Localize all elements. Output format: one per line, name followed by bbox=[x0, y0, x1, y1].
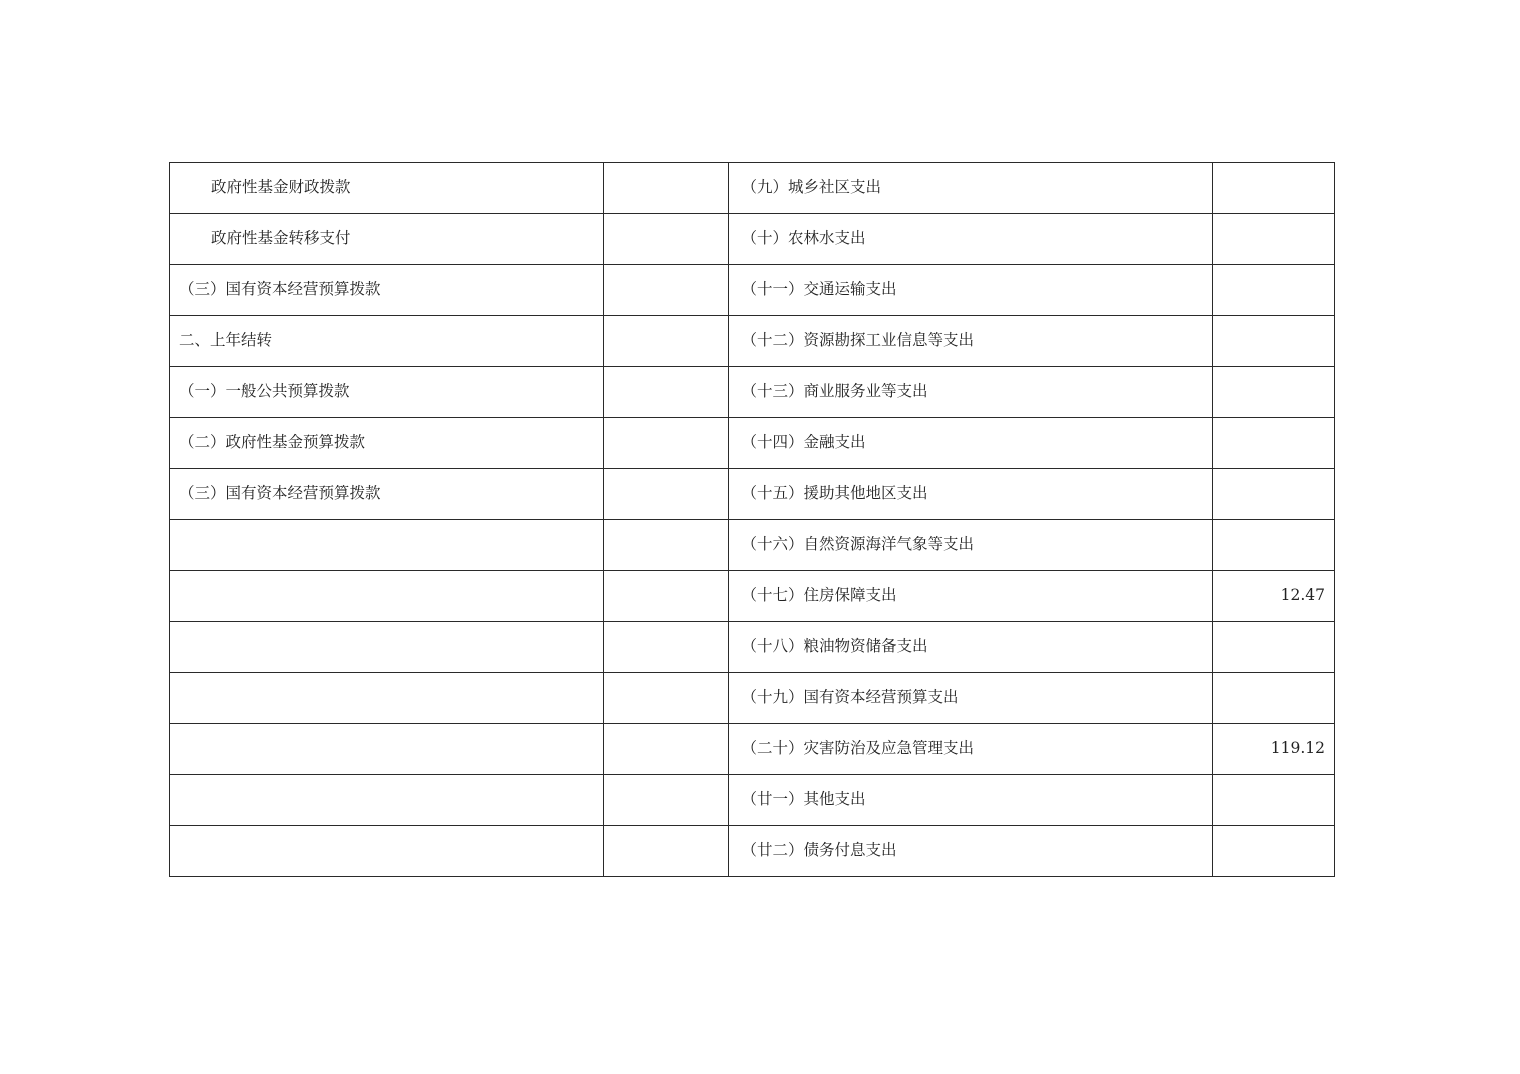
income-item-amount bbox=[604, 163, 729, 214]
expenditure-item-label: （二十）灾害防治及应急管理支出 bbox=[729, 724, 1212, 775]
income-item-label: 政府性基金转移支付 bbox=[170, 214, 604, 265]
expenditure-item-amount: 119.12 bbox=[1212, 724, 1334, 775]
table-row bbox=[170, 214, 1335, 265]
expenditure-item-amount bbox=[1212, 826, 1334, 877]
expenditure-item-amount bbox=[1212, 367, 1334, 418]
income-item-amount bbox=[604, 520, 729, 571]
income-item-amount bbox=[604, 367, 729, 418]
income-item-label: 二、上年结转 bbox=[170, 316, 604, 367]
expenditure-item-label: （十一）交通运输支出 bbox=[729, 265, 1212, 316]
expenditure-item-label: （十八）粮油物资储备支出 bbox=[729, 622, 1212, 673]
income-item-label bbox=[170, 673, 604, 724]
table-row bbox=[170, 724, 1335, 775]
income-item-label: （三）国有资本经营预算拨款 bbox=[170, 469, 604, 520]
table-row bbox=[170, 469, 1335, 520]
income-item-amount bbox=[604, 469, 729, 520]
expenditure-item-amount bbox=[1212, 520, 1334, 571]
table-row bbox=[170, 673, 1335, 724]
table-row bbox=[170, 775, 1335, 826]
expenditure-item-label: （十七）住房保障支出 bbox=[729, 571, 1212, 622]
expenditure-item-label: （十三）商业服务业等支出 bbox=[729, 367, 1212, 418]
income-item-label: （一）一般公共预算拨款 bbox=[170, 367, 604, 418]
expenditure-item-amount bbox=[1212, 418, 1334, 469]
income-item-amount bbox=[604, 418, 729, 469]
expenditure-item-amount bbox=[1212, 673, 1334, 724]
expenditure-item-amount bbox=[1212, 775, 1334, 826]
budget-table bbox=[169, 162, 1335, 877]
income-item-label: 政府性基金财政拨款 bbox=[170, 163, 604, 214]
expenditure-item-label: （十六）自然资源海洋气象等支出 bbox=[729, 520, 1212, 571]
income-item-amount bbox=[604, 622, 729, 673]
table-row bbox=[170, 316, 1335, 367]
income-item-amount bbox=[604, 775, 729, 826]
table-row bbox=[170, 622, 1335, 673]
income-item-label bbox=[170, 520, 604, 571]
expenditure-item-amount bbox=[1212, 214, 1334, 265]
expenditure-item-amount bbox=[1212, 316, 1334, 367]
table-row bbox=[170, 418, 1335, 469]
income-item-amount bbox=[604, 673, 729, 724]
table-row bbox=[170, 367, 1335, 418]
income-item-label bbox=[170, 826, 604, 877]
income-item-amount bbox=[604, 724, 729, 775]
table-row bbox=[170, 163, 1335, 214]
table-row bbox=[170, 571, 1335, 622]
income-item-label bbox=[170, 622, 604, 673]
expenditure-item-amount bbox=[1212, 265, 1334, 316]
expenditure-item-amount: 12.47 bbox=[1212, 571, 1334, 622]
table-row bbox=[170, 826, 1335, 877]
expenditure-item-amount bbox=[1212, 163, 1334, 214]
expenditure-item-label: （十四）金融支出 bbox=[729, 418, 1212, 469]
income-item-label: （三）国有资本经营预算拨款 bbox=[170, 265, 604, 316]
income-item-label bbox=[170, 571, 604, 622]
expenditure-item-label: （廿二）债务付息支出 bbox=[729, 826, 1212, 877]
income-item-amount bbox=[604, 316, 729, 367]
expenditure-item-label: （九）城乡社区支出 bbox=[729, 163, 1212, 214]
expenditure-item-label: （十五）援助其他地区支出 bbox=[729, 469, 1212, 520]
income-item-amount bbox=[604, 826, 729, 877]
income-item-label bbox=[170, 775, 604, 826]
expenditure-item-amount bbox=[1212, 469, 1334, 520]
income-item-amount bbox=[604, 265, 729, 316]
expenditure-item-label: （十九）国有资本经营预算支出 bbox=[729, 673, 1212, 724]
income-item-amount bbox=[604, 214, 729, 265]
income-item-label: （二）政府性基金预算拨款 bbox=[170, 418, 604, 469]
table-row bbox=[170, 520, 1335, 571]
expenditure-item-amount bbox=[1212, 622, 1334, 673]
expenditure-item-label: （十二）资源勘探工业信息等支出 bbox=[729, 316, 1212, 367]
budget-table-body bbox=[170, 163, 1335, 877]
expenditure-item-label: （十）农林水支出 bbox=[729, 214, 1212, 265]
income-item-label bbox=[170, 724, 604, 775]
expenditure-item-label: （廿一）其他支出 bbox=[729, 775, 1212, 826]
table-row bbox=[170, 265, 1335, 316]
income-item-amount bbox=[604, 571, 729, 622]
